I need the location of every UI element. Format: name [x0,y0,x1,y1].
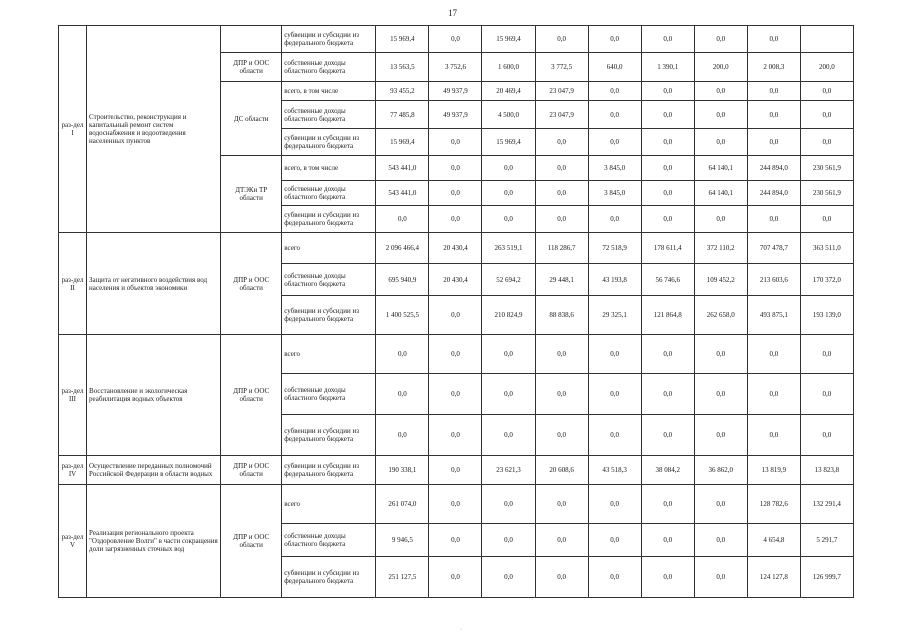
funding-source: собственные доходы областного бюджета [282,264,376,296]
funding-source: собственные доходы областного бюджета [282,101,376,129]
table-row [59,335,854,374]
amount-cell: 3 845,0 [588,181,641,206]
amount-cell: 13 819,9 [747,456,800,485]
amount-cell: 0,0 [641,524,694,557]
amount-cell: 23 047,9 [535,101,588,129]
amount-cell: 0,0 [429,374,482,415]
amount-cell: 15 969,4 [482,129,535,156]
amount-cell: 0,0 [694,557,747,598]
amount-cell: 0,0 [694,485,747,524]
funding-source: всего [282,335,376,374]
amount-cell: 52 694,2 [482,264,535,296]
amount-cell: 0,0 [800,335,853,374]
amount-cell: 0,0 [535,557,588,598]
amount-cell: 23 047,9 [535,82,588,101]
amount-cell: 23 621,3 [482,456,535,485]
amount-cell: 118 286,7 [535,233,588,264]
amount-cell: 210 824,9 [482,296,535,335]
funding-source: субвенции и субсидии из федерального бюджета [282,415,376,456]
funding-source: собственные доходы областного бюджета [282,524,376,557]
amount-cell: 0,0 [376,335,429,374]
funding-source: субвенции и субсидии из федерального бюджета [282,206,376,233]
amount-cell: 0,0 [588,374,641,415]
funding-source: субвенции и субсидии из федерального бюджета [282,296,376,335]
amount-cell: 1 390,1 [641,53,694,82]
amount-cell: 0,0 [641,335,694,374]
amount-cell: 64 140,1 [694,156,747,181]
amount-cell: 93 455,2 [376,82,429,101]
table-row [59,26,854,53]
amount-cell: 0,0 [800,374,853,415]
section-label: раз-дел I [59,26,87,233]
amount-cell: 493 875,1 [747,296,800,335]
amount-cell: 0,0 [694,129,747,156]
amount-cell: 0,0 [482,335,535,374]
amount-cell: 43 193,8 [588,264,641,296]
amount-cell: 0,0 [482,181,535,206]
amount-cell: 20 430,4 [429,233,482,264]
amount-cell: 0,0 [588,206,641,233]
amount-cell: 0,0 [694,524,747,557]
amount-cell: 20 608,6 [535,456,588,485]
amount-cell: 4 500,0 [482,101,535,129]
amount-cell: 0,0 [747,206,800,233]
amount-cell: 126 999,7 [800,557,853,598]
section-label: раз-дел IV [59,456,87,485]
amount-cell: 0,0 [747,26,800,53]
amount-cell: 0,0 [482,485,535,524]
amount-cell: 0,0 [535,26,588,53]
amount-cell: 0,0 [429,206,482,233]
funding-source: субвенции и субсидии из федерального бюджета [282,557,376,598]
amount-cell: 0,0 [588,557,641,598]
amount-cell: 29 325,1 [588,296,641,335]
amount-cell: 230 561,9 [800,156,853,181]
amount-cell: 0,0 [694,26,747,53]
measure-name: Осуществление переданных полномочий Российской Федерации в области водных [87,456,221,485]
measure-name: Строительство, реконструкция и капитальный ремонт систем водоснабжения и водоотведения населенных пунктов [87,26,221,233]
amount-cell: 49 937,9 [429,82,482,101]
amount-cell: 77 485,8 [376,101,429,129]
amount-cell: 0,0 [641,129,694,156]
amount-cell: 0,0 [429,129,482,156]
amount-cell: 0,0 [429,456,482,485]
amount-cell: 0,0 [800,101,853,129]
amount-cell: 0,0 [429,557,482,598]
amount-cell: 0,0 [588,485,641,524]
amount-cell: 0,0 [800,82,853,101]
amount-cell: 0,0 [482,524,535,557]
amount-cell: 0,0 [482,156,535,181]
amount-cell: 200,0 [694,53,747,82]
table-row [59,485,854,524]
amount-cell: 0,0 [641,374,694,415]
amount-cell: 363 511,0 [800,233,853,264]
funding-source: всего, в том числе [282,156,376,181]
amount-cell: 0,0 [588,129,641,156]
amount-cell: 0,0 [535,485,588,524]
amount-cell: 15 969,4 [376,26,429,53]
responsible-executor [221,26,282,53]
amount-cell: 56 746,6 [641,264,694,296]
amount-cell: 38 084,2 [641,456,694,485]
amount-cell: 0,0 [641,82,694,101]
section-label: раз-дел V [59,485,87,598]
amount-cell: 0,0 [588,335,641,374]
amount-cell: 262 658,0 [694,296,747,335]
amount-cell: 0,0 [429,524,482,557]
amount-cell: 0,0 [535,206,588,233]
amount-cell: 0,0 [535,335,588,374]
responsible-executor: ДПР и ООС области [221,53,282,82]
amount-cell: 0,0 [747,374,800,415]
amount-cell: 72 518,9 [588,233,641,264]
amount-cell: 132 291,4 [800,485,853,524]
amount-cell: 0,0 [694,415,747,456]
measure-name: Реализация регионального проекта "Оздоровление Волги" в части сокращения доли загрязненных сточных вод [87,485,221,598]
amount-cell: 372 110,2 [694,233,747,264]
amount-cell: 0,0 [482,415,535,456]
responsible-executor: ДПР и ООС области [221,233,282,335]
amount-cell: 3 752,6 [429,53,482,82]
amount-cell: 88 838,6 [535,296,588,335]
amount-cell: 230 561,9 [800,181,853,206]
amount-cell: 190 338,1 [376,456,429,485]
amount-cell: 0,0 [429,296,482,335]
amount-cell: 170 372,0 [800,264,853,296]
amount-cell: 0,0 [694,101,747,129]
amount-cell: 124 127,8 [747,557,800,598]
amount-cell: 0,0 [376,374,429,415]
amount-cell: 0,0 [800,206,853,233]
amount-cell: 0,0 [694,206,747,233]
amount-cell: 1 400 525,5 [376,296,429,335]
amount-cell: 121 864,8 [641,296,694,335]
amount-cell: 193 139,0 [800,296,853,335]
amount-cell: 0,0 [747,415,800,456]
measure-name: Защита от негативного воздействия вод населения и объектов экономики [87,233,221,335]
amount-cell: 0,0 [482,206,535,233]
responsible-executor: ДПР и ООС области [221,485,282,598]
amount-cell: 0,0 [641,206,694,233]
amount-cell: 261 074,0 [376,485,429,524]
funding-source: собственные доходы областного бюджета [282,181,376,206]
amount-cell: 49 937,9 [429,101,482,129]
responsible-executor: ДТЭКи ТР области [221,156,282,233]
amount-cell: 0,0 [800,129,853,156]
amount-cell: 0,0 [641,415,694,456]
amount-cell: 0,0 [747,129,800,156]
amount-cell: 2 008,3 [747,53,800,82]
amount-cell: 213 603,6 [747,264,800,296]
amount-cell: 2 096 466,4 [376,233,429,264]
amount-cell: 244 894,0 [747,156,800,181]
amount-cell: 109 452,2 [694,264,747,296]
funding-source: субвенции и субсидии из федерального бюджета [282,129,376,156]
amount-cell: 707 478,7 [747,233,800,264]
amount-cell: 0,0 [429,335,482,374]
amount-cell: 20 469,4 [482,82,535,101]
amount-cell: 178 611,4 [641,233,694,264]
amount-cell: 0,0 [535,129,588,156]
amount-cell: 29 448,1 [535,264,588,296]
amount-cell: 0,0 [588,101,641,129]
responsible-executor: ДС области [221,82,282,156]
amount-cell: 0,0 [641,26,694,53]
amount-cell: 43 518,3 [588,456,641,485]
amount-cell: 0,0 [376,415,429,456]
amount-cell: 3 772,5 [535,53,588,82]
page-mark: · [460,627,462,633]
amount-cell: 244 894,0 [747,181,800,206]
funding-source: всего [282,485,376,524]
amount-cell: 0,0 [694,82,747,101]
amount-cell: 13 563,5 [376,53,429,82]
amount-cell: 200,0 [800,53,853,82]
amount-cell: 36 862,0 [694,456,747,485]
funding-source: собственные доходы областного бюджета [282,374,376,415]
funding-source: субвенции и субсидии из федерального бюджета [282,456,376,485]
section-label: раз-дел III [59,335,87,456]
amount-cell: 9 946,5 [376,524,429,557]
amount-cell: 0,0 [429,181,482,206]
responsible-executor: ДПР и ООС области [221,335,282,456]
amount-cell: 640,0 [588,53,641,82]
measure-name: Восстановление и экологическая реабилитация водных объектов [87,335,221,456]
amount-cell: 13 823,8 [800,456,853,485]
amount-cell: 0,0 [747,335,800,374]
funding-source: субвенции и субсидии из федерального бюджета [282,26,376,53]
amount-cell: 695 940,9 [376,264,429,296]
amount-cell: 64 140,1 [694,181,747,206]
amount-cell: 0,0 [641,181,694,206]
amount-cell: 0,0 [641,156,694,181]
amount-cell: 0,0 [429,156,482,181]
amount-cell: 0,0 [429,415,482,456]
funding-source: всего, в том числе [282,82,376,101]
amount-cell: 4 654,8 [747,524,800,557]
amount-cell: 0,0 [641,557,694,598]
amount-cell: 0,0 [429,26,482,53]
amount-cell: 0,0 [535,374,588,415]
amount-cell: 0,0 [694,374,747,415]
amount-cell: 0,0 [429,485,482,524]
amount-cell: 0,0 [588,82,641,101]
amount-cell: 0,0 [535,181,588,206]
amount-cell: 0,0 [482,374,535,415]
amount-cell: 0,0 [747,82,800,101]
amount-cell: 0,0 [641,485,694,524]
funding-source: всего [282,233,376,264]
amount-cell: 0,0 [535,524,588,557]
amount-cell: 15 969,4 [376,129,429,156]
amount-cell: 0,0 [641,101,694,129]
amount-cell: 3 845,0 [588,156,641,181]
amount-cell: 0,0 [535,415,588,456]
section-label: раз-дел II [59,233,87,335]
amount-cell: 5 291,7 [800,524,853,557]
amount-cell: 0,0 [482,557,535,598]
amount-cell: 0,0 [747,101,800,129]
amount-cell: 20 430,4 [429,264,482,296]
amount-cell: 128 782,6 [747,485,800,524]
amount-cell: 251 127,5 [376,557,429,598]
amount-cell: 0,0 [588,415,641,456]
page-number: 17 [448,8,457,18]
table-row [59,233,854,264]
amount-cell: 0,0 [535,156,588,181]
budget-table [58,25,854,598]
amount-cell: 543 441,0 [376,156,429,181]
amount-cell: 0,0 [800,415,853,456]
amount-cell: 0,0 [588,26,641,53]
amount-cell: 0,0 [376,206,429,233]
amount-cell: 1 600,0 [482,53,535,82]
amount-cell: 263 519,1 [482,233,535,264]
amount-cell: 543 441,0 [376,181,429,206]
amount-cell: 0,0 [694,335,747,374]
table-row [59,456,854,485]
amount-cell: 0,0 [588,524,641,557]
responsible-executor: ДПР и ООС области [221,456,282,485]
amount-cell: 15 969,4 [482,26,535,53]
amount-cell [800,26,853,53]
funding-source: собственные доходы областного бюджета [282,53,376,82]
